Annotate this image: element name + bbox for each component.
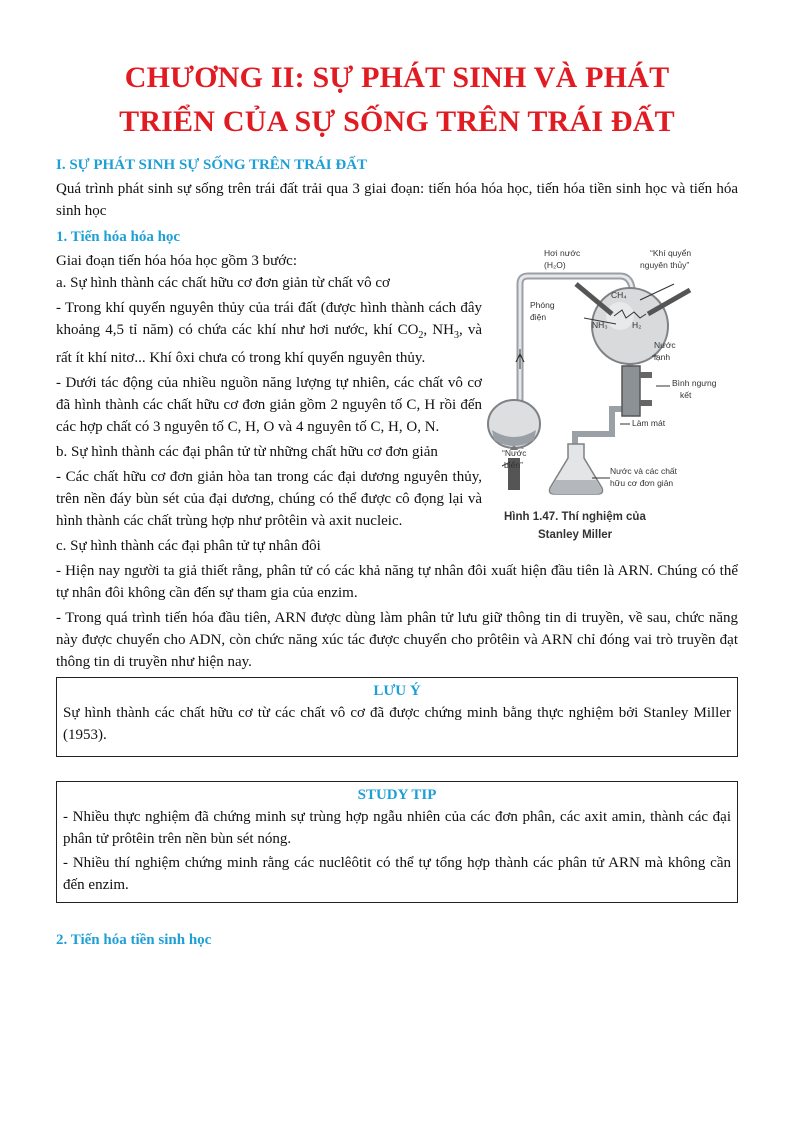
chapter-title-line1: CHƯƠNG II: SỰ PHÁT SINH VÀ PHÁT [124,61,670,94]
label-organics-2: hữu cơ đơn giản [610,478,674,488]
text-with-figure [56,248,738,541]
paragraph-c2: - Trong quá trình tiến hóa đầu tiên, ARN được dùng làm phân tử lưu giữ thông tin di truyền, về sau, chức năng này được chuyển cho ADN, còn chức năng xúc tác được chuyển cho prôtêin và ARN chỉ đóng vai trò truyền đạt thông tin di truyền như hiện nay. [56,610,738,670]
step-c-heading: c. Sự hình thành các đại phân tử tự nhân đôi [56,538,321,554]
study-tip-2: - Nhiều thí nghiệm chứng minh rằng các nuclêôtit có thể tự tổng hợp thành các phân tử ARN mà không cần đến enzim. [63,855,731,893]
label-sea-1: “Nước [502,448,527,458]
paragraph-a1-part3: , và rất ít khí nitơ... Khí ôxi chưa có trong khí quyển nguyên thủy. [56,322,482,366]
study-tip-1: - Nhiều thực nghiệm đã chứng minh sự trùng hợp ngẫu nhiên của các đơn phân, các axit amin, thành các đại phân tử prôtêin trên nền bùn sét nóng. [63,809,731,847]
subscript-2: 2 [418,330,424,341]
subsection-heading-chemical-evolution: 1. Tiến hóa hóa học [56,229,181,245]
label-h2o: (H₂O) [544,260,566,270]
note-title: LƯU Ý [373,683,421,699]
condenser [622,366,640,416]
label-condenser-2: kết [680,390,692,400]
label-nh3: NH₃ [592,320,608,330]
figure-caption-2: Stanley Miller [538,529,613,541]
step-a-heading: a. Sự hình thành các chất hữu cơ đơn giản từ chất vô cơ [56,275,390,291]
document-page [56,56,738,953]
label-spark-2: điện [530,312,547,322]
step-b-heading: b. Sự hình thành các đại phân tử từ những chất hữu cơ đơn giản [56,444,438,460]
study-tip-title: STUDY TIP [357,787,437,803]
subscript-3: 3 [453,330,459,341]
note-box [56,677,738,757]
label-atmosphere-2: nguyên thủy” [640,260,690,270]
miller-experiment-figure [480,244,738,544]
label-cold-water-1: Nước [654,340,676,350]
section-heading: I. SỰ PHÁT SINH SỰ SỐNG TRÊN TRÁI ĐẤT [56,157,368,173]
label-condenser-1: Bình ngưng [672,378,717,388]
subsection-heading-prebiotic-evolution: 2. Tiến hóa tiền sinh học [56,932,212,948]
note-text: Sự hình thành các chất hữu cơ từ các chất vô cơ đã được chứng minh bằng thực nghiệm bởi Stanley Miller (1953). [63,705,731,743]
label-steam: Hơi nước [544,248,581,258]
label-spark-1: Phóng [530,300,555,310]
intro-paragraph: Quá trình phát sinh sự sống trên trái đất trải qua 3 giai đoạn: tiến hóa hóa học, tiến hóa tiền sinh học và tiến hóa sinh học [56,181,738,219]
paragraph-a1 [56,297,482,369]
study-tip-box [56,781,738,903]
miller-apparatus-diagram [480,244,738,544]
paragraph-c1: - Hiện nay người ta giả thiết rằng, phân tử có các khả năng tự nhân đôi xuất hiện đầu tiên là ARN. Chúng có thể tự nhân đôi không cần đến sự tham gia của enzim. [56,563,738,601]
chapter-title [56,56,738,144]
chapter-title-line2: TRIỂN CỦA SỰ SỐNG TRÊN TRÁI ĐẤT [119,105,675,138]
label-organics-1: Nước và các chất [610,466,678,476]
left-column [56,250,482,532]
paragraph-b1: - Các chất hữu cơ đơn giản hòa tan trong các đại dương nguyên thủy, trên nền đáy bùn sét của đại dương, chúng có thể được cô đọng lại và hình thành các chất trùng hợp như prôtêin và axit nucleic. [56,469,482,529]
paragraph-a1-part1: - Trong khí quyển nguyên thủy của trái đất (được hình thành cách đây khoảng 4,5 tỉ năm) có chứa các khí như hơi nước, khí CO [56,300,482,338]
paragraph-a1-part2: , NH [423,322,454,338]
paragraph-a2: - Dưới tác động của nhiều nguồn năng lượng tự nhiên, các chất vô cơ đã hình thành các chất hữu cơ đơn giản gồm 2 nguyên tố C, H rồi đến các hợp chất có 3 nguyên tố C, H, O và 4 nguyên tố C, H, O, N. [56,375,482,435]
label-h2: H₂ [632,320,642,330]
figure-caption-1: Hình 1.47. Thí nghiệm của [504,511,646,523]
label-sea-2: biển” [504,460,523,470]
label-atmosphere-1: “Khí quyển [650,248,692,258]
stage-intro: Giai đoạn tiến hóa hóa học gồm 3 bước: [56,253,298,269]
label-cooling: Làm mát [632,418,666,428]
label-ch4: CH₄ [611,290,627,300]
label-cold-water-2: lạnh [654,352,671,362]
